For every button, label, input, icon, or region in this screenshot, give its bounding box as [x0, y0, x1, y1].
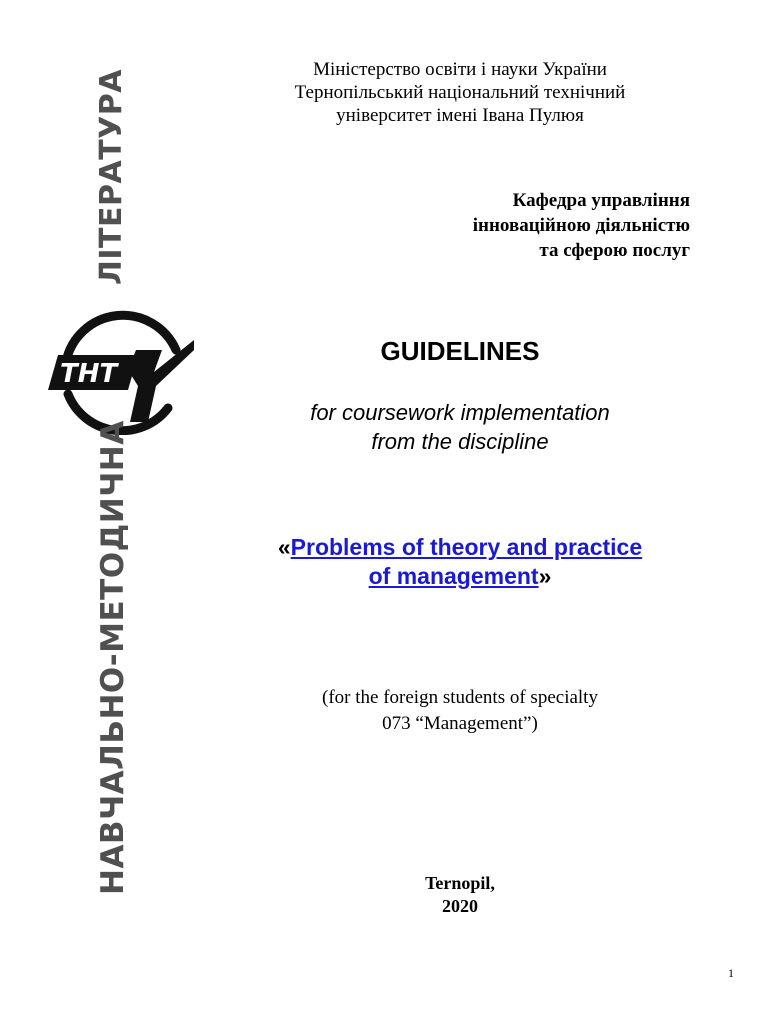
ministry-line-1: Міністерство освіти і науки України [313, 59, 607, 80]
ministry-line-3: університет імені Івана Пулюя [336, 105, 584, 126]
course-title [230, 533, 690, 591]
place-and-year [230, 872, 690, 918]
tntu-logo-icon [44, 310, 194, 435]
course-link-line-1[interactable]: Problems of theory and practice [290, 534, 643, 560]
side-banner-top: ЛІТЕРАТУРА [94, 68, 129, 286]
side-banner-bottom: НАВЧАЛЬНО-МЕТОДИЧНА [95, 420, 131, 895]
document-subtitle [230, 398, 690, 456]
year: 2020 [442, 896, 478, 916]
department-line-2: інноваційною діяльністю [472, 215, 690, 236]
audience-note [230, 685, 690, 737]
subtitle-line-2: from the discipline [371, 429, 549, 454]
audience-line-1: (for the foreign students of specialty [322, 687, 598, 708]
course-link-line-2[interactable]: of management [368, 563, 539, 589]
document-title: GUIDELINES [380, 336, 540, 366]
close-quote: » [538, 563, 552, 589]
department-block [473, 188, 690, 263]
ministry-header [230, 58, 690, 127]
department-line-3: та сферою послуг [539, 240, 690, 261]
city: Ternopil, [425, 873, 495, 893]
ministry-line-2: Тернопільський національний технічний [294, 82, 626, 103]
department-line-1: Кафедра управління [512, 190, 690, 211]
page-number: 1 [728, 966, 734, 980]
open-quote: « [277, 534, 291, 560]
audience-line-2: 073 “Management”) [382, 713, 538, 734]
subtitle-line-1: for coursework implementation [310, 400, 610, 425]
logo-text: ТНТ [60, 359, 118, 389]
